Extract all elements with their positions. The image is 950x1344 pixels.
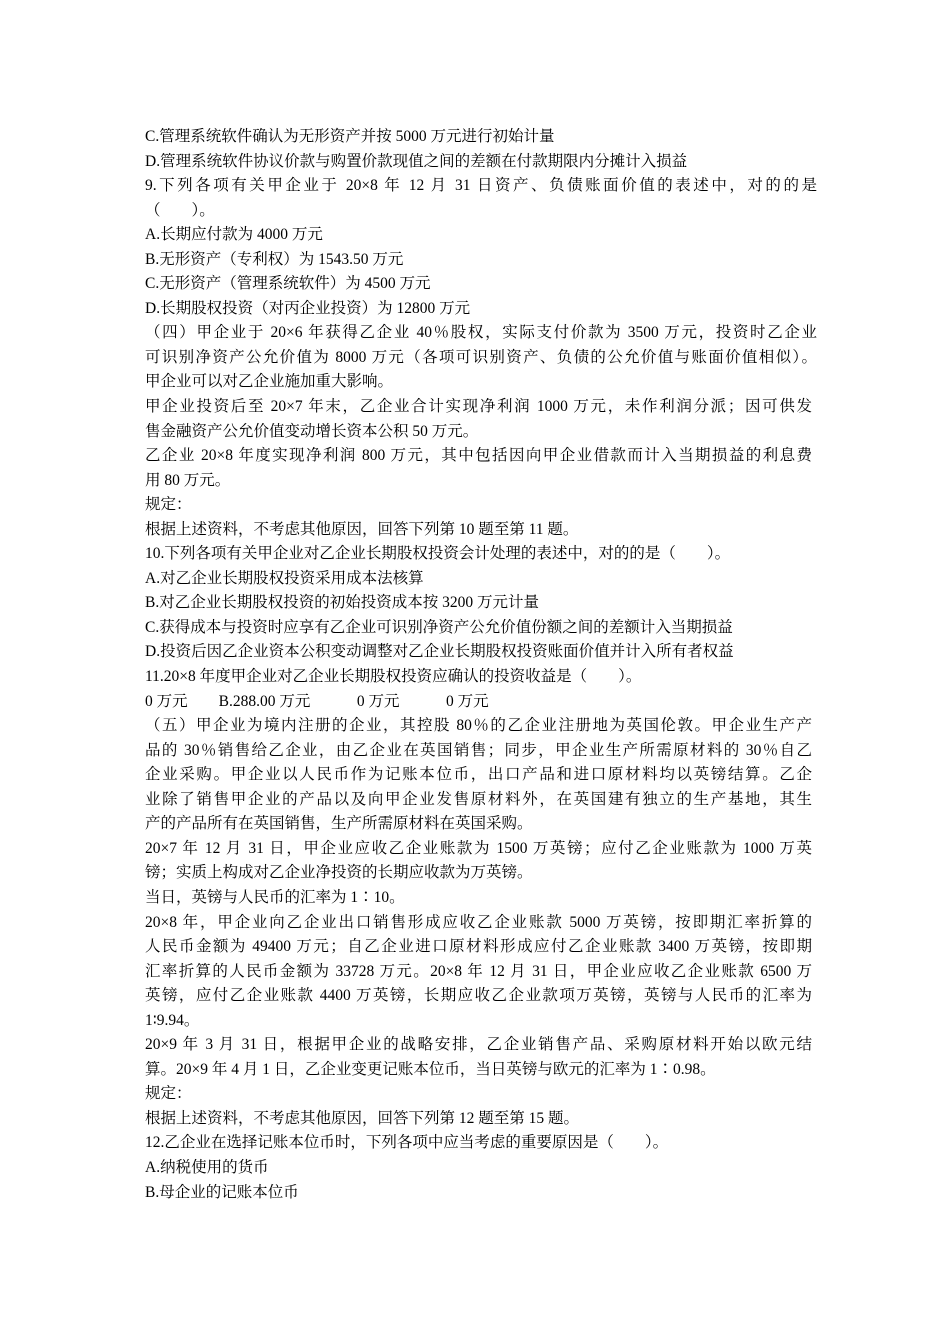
answer-blank: （ ）。 [145,201,215,219]
option-c: C.获得成本与投资时应享有乙企业可识别净资产公允价值份额之间的差额计入当期损益 [145,618,733,636]
text-line: 1∶9.94。 [145,1011,200,1029]
option-c: C.无形资产（管理系统软件）为 4500 万元 [145,275,431,293]
text-line: 甲企业投资后至 20×7 年末，乙企业合计实现净利润 1000 万元，未作利润分派；因可供发 [145,398,812,416]
option-d: D.投资后因乙企业资本公积变动调整对乙企业长期股权投资账面价值并计入所有者权益 [145,643,734,661]
section-4-paragraph: （四）甲企业于 20×6 年获得乙企业 40％股权，实际支付价款为 3500 万元，投资时乙企业 [145,324,817,342]
question-12-stem: 12.乙企业在选择记账本位币时，下列各项中应当考虑的重要原因是（ ）。 [145,1134,669,1152]
section-4-paragraph: 可识别净资产公允价值为 8000 万元（各项可识别资产、负债的公允价值与账面价值相似）。 [145,348,817,366]
text-line: 20×7 年 12 月 31 日，甲企业应收乙企业账款为 1500 万英镑；应付乙企业账款为 1000 万英 [145,839,812,857]
option-b: B.对乙企业长期股权投资的初始投资成本按 3200 万元计量 [145,594,539,612]
question-10-stem: 10.下列各项有关甲企业对乙企业长期股权投资会计处理的表述中，对的的是（ ）。 [145,545,731,563]
requirement-heading: 规定： [145,1085,192,1103]
option-a: A.纳税使用的货币 [145,1158,269,1176]
question-11-options: 0 万元 B.288.00 万元 0 万元 0 万元 [145,692,489,710]
text-line: 汇率折算的人民币金额为 33728 万元。20×8 年 12 月 31 日，甲企业应收乙企业账款 6500 万 [145,962,812,980]
text-line: 乙企业 20×8 年度实现净利润 800 万元，其中包括因向甲企业借款而计入当期损益的利息费 [145,447,812,465]
text-line: 英镑，应付乙企业账款 4400 万英镑，长期应收乙企业款项万英镑，英镑与人民币的汇率为 [145,987,812,1005]
text-line: 人民币金额为 49400 万元；自乙企业进口原材料形成应付乙企业账款 3400 万英镑，按即期 [145,938,812,956]
section-5-paragraph: 产的产品所有在英国销售，生产所需原材料在英国采购。 [145,815,533,833]
option-a: A.对乙企业长期股权投资采用成本法核算 [145,569,424,587]
option-b: B.无形资产（专利权）为 1543.50 万元 [145,250,404,268]
option-d: D.长期股权投资（对丙企业投资）为 12800 万元 [145,299,471,317]
section-4-paragraph: 甲企业可以对乙企业施加重大影响。 [145,373,394,391]
instruction-line: 根据上述资料，不考虑其他原因，回答下列第 10 题至第 11 题。 [145,520,579,538]
text-line: 20×9 年 3 月 31 日，根据甲企业的战略安排，乙企业销售产品、采购原材料开始以欧元结 [145,1036,812,1054]
text-line: 用 80 万元。 [145,471,231,489]
text-line: C.管理系统软件确认为无形资产并按 5000 万元进行初始计量 [145,128,555,145]
text-line: D.管理系统软件协议价款与购置价款现值之间的差额在付款期限内分摊计入损益 [145,152,688,170]
document-body [145,125,825,1205]
text-line: 20×8 年，甲企业向乙企业出口销售形成应收乙企业账款 5000 万英镑，按即期汇率折算的 [145,913,812,931]
section-5-paragraph: 业除了销售甲企业的产品以及向甲企业发售原材料外，在英国建有独立的生产基地，其生 [145,790,812,808]
text-line: 当日，英镑与人民币的汇率为 1∶10。 [145,888,405,906]
text-line: 镑；实质上构成对乙企业净投资的长期应收款为万英镑。 [145,864,533,882]
section-5-paragraph: 企业采购。甲企业以人民币作为记账本位币，出口产品和进口原材料均以英镑结算。乙企 [145,766,812,784]
option-a: A.长期应付款为 4000 万元 [145,226,323,244]
question-11-stem: 11.20×8 年度甲企业对乙企业长期股权投资应确认的投资收益是（ ）。 [145,668,642,686]
question-9-stem: 9.下列各项有关甲企业于 20×8 年 12 月 31 日资产、负债账面价值的表述中，对的的是 [145,177,817,195]
instruction-line: 根据上述资料，不考虑其他原因，回答下列第 12 题至第 15 题。 [145,1109,580,1127]
option-b: B.母企业的记账本位币 [145,1183,299,1201]
text-line: 算。20×9 年 4 月 1 日，乙企业变更记账本位币，当日英镑与欧元的汇率为 1∶0.98。 [145,1060,716,1078]
requirement-heading: 规定： [145,496,192,514]
section-5-paragraph: 品的 30％销售给乙企业，由乙企业在英国销售；同步，甲企业生产所需原材料的 30％自乙 [145,741,812,759]
section-5-paragraph: （五）甲企业为境内注册的企业，其控股 80％的乙企业注册地为英国伦敦。甲企业生产产 [145,717,812,735]
text-line: 售金融资产公允价值变动增长资本公积 50 万元。 [145,422,479,440]
